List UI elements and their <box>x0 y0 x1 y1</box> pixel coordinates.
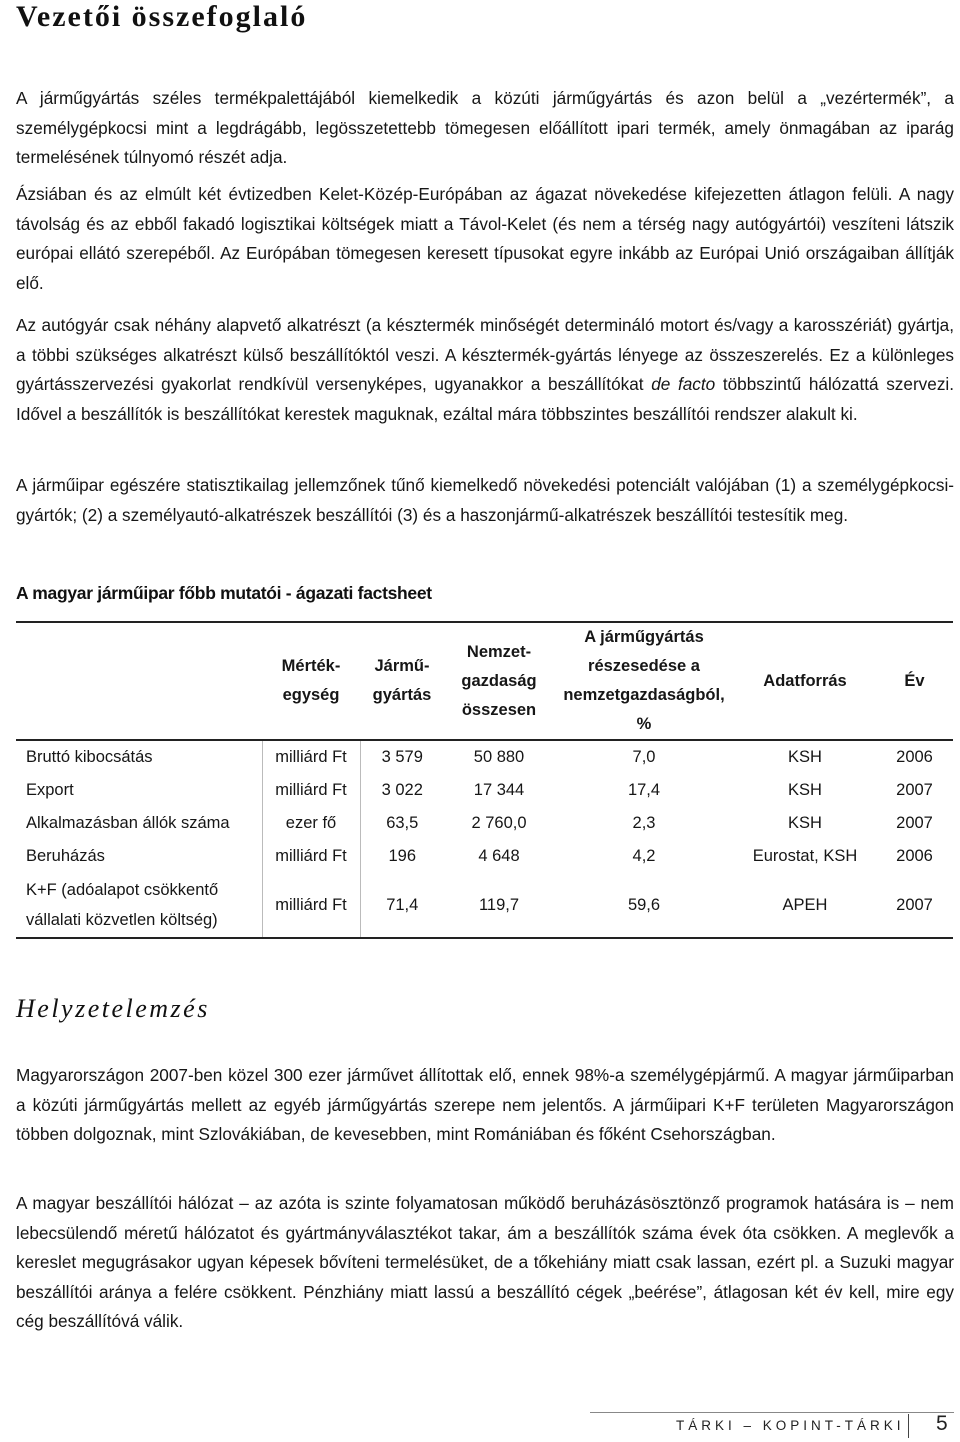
row-source: Eurostat, KSH <box>752 847 858 865</box>
header-national-economy <box>444 622 554 740</box>
row-vehicle-value: 196 <box>388 847 417 865</box>
row-vehicle-value: 71,4 <box>360 873 444 938</box>
row-label <box>16 873 262 938</box>
footer-separator <box>908 1414 909 1438</box>
row-source: KSH <box>788 748 822 766</box>
table-row <box>16 774 953 807</box>
section-paragraph-1: Magyarországon 2007-ben közel 300 ezer járművet állítottak elő, ennek 98%-a személygépjármű. A magyar járműiparban a közúti járműgyártás mellett az egyéb járműgyártás szerepe nem jelentős. A járműipari K+F területen Magyarországon többen dolgoznak, mint Szlovákiában, de kevesebben, mint Romániában és főként Csehországban. <box>16 1065 954 1144</box>
row-vehicle-value: 63,5 <box>386 814 419 832</box>
row-year: 2006 <box>896 847 933 865</box>
header-unit-line: egység <box>282 686 340 704</box>
paragraph-3 <box>16 311 954 429</box>
page-title: Vezetői összefoglaló <box>16 0 308 33</box>
factsheet-table <box>16 621 953 939</box>
row-share-value: 7,0 <box>632 748 656 766</box>
row-year: 2006 <box>896 748 933 766</box>
row-label: Alkalmazásban állók száma <box>26 814 230 832</box>
header-year: Év <box>876 622 953 740</box>
row-label-line: vállalati közvetlen költség) <box>26 911 218 929</box>
row-share-value: 2,3 <box>632 814 656 832</box>
header-economy-line: Nemzet- <box>466 642 532 661</box>
table-row <box>16 873 953 938</box>
header-unit-line: Mérték- <box>281 657 341 675</box>
header-empty <box>16 622 262 740</box>
header-share-line: A járműgyártás <box>584 628 704 646</box>
row-economy-value: 17 344 <box>473 781 525 799</box>
row-label: Bruttó kibocsátás <box>26 748 153 766</box>
header-economy-line: összesen <box>461 700 537 719</box>
row-label-line: K+F (adóalapot csökkentő <box>26 881 219 899</box>
section-paragraph-2: A magyar beszállítói hálózat – az azóta is szinte folyamatosan működő beruházásösztönző programok hatására is – nem lebecsülendő méretű hálózatot és gyártmányválasztékot takar, ám a beszállítók száma évek óta csökken. A meglevők a kereslet megugrásakor ugyan képesek bővíteni termelésüket, de a tőkehiány miatt csak lassan, ezért pl. a Suzuki magyar beszállítói aránya a felére csökkent. Pénzhiány miatt lassú a beszállító cégek „beérése”, átlagosan két év kell, mire egy cég beszállítóvá válik. <box>16 1193 954 1331</box>
section-title: Helyzetelemzés <box>16 994 210 1023</box>
footer-publisher: TÁRKI – KOPINT-TÁRKI <box>676 1418 905 1433</box>
row-label: Beruházás <box>26 847 105 865</box>
row-share-value: 4,2 <box>632 847 656 865</box>
paragraph-3-text-end: többszintű hálózattá szervezi. Idővel a beszállítók is beszállítókat kerestek maguknak, ezáltal mára többszintes beszállítói rendszer alakult ki. <box>16 374 955 424</box>
table-row <box>16 807 953 840</box>
header-source: Adatforrás <box>734 622 876 740</box>
row-source: APEH <box>734 873 876 938</box>
header-share-line: részesedése a <box>588 657 700 675</box>
row-share-value: 17,4 <box>627 781 661 799</box>
paragraph-3-italic: de facto <box>651 374 716 394</box>
row-source: KSH <box>788 814 822 832</box>
header-vehicle-production <box>360 622 444 740</box>
row-vehicle-value: 3 579 <box>381 748 423 766</box>
row-economy-value: 2 760,0 <box>471 814 527 832</box>
row-unit: milliárd Ft <box>262 740 360 774</box>
row-economy-value: 119,7 <box>444 873 554 938</box>
header-vehicle-line: gyártás <box>372 686 432 704</box>
header-share-line: nemzetgazdaságból, % <box>563 686 725 733</box>
header-economy-line: gazdaság <box>461 671 537 690</box>
row-unit: milliárd Ft <box>262 840 360 873</box>
row-unit: milliárd Ft <box>262 774 360 807</box>
paragraph-4: A járműipar egészére statisztikailag jellemzőnek tűnő kiemelkedő növekedési potenciált valójában (1) a személygépkocsi-gyártók; (2) a személyautó-alkatrészek beszállítói (3) és a haszonjármű-alkatrészek beszállítói testesítik meg. <box>16 475 954 525</box>
row-unit: milliárd Ft <box>262 873 360 938</box>
row-share-value: 59,6 <box>554 873 734 938</box>
table-row <box>16 740 953 774</box>
table-body <box>16 740 953 938</box>
paragraph-1: A járműgyártás széles termékpalettájából kiemelkedik a közúti járműgyártás és azon belül a „vezértermék”, a személygépkocsi mint a legdrágább, legösszetettebb tömegesen előállított ipari termék, amely önmagában az iparág termelésének túlnyomó részét adja. <box>16 88 954 167</box>
row-year: 2007 <box>896 814 933 832</box>
row-economy-value: 50 880 <box>473 748 525 766</box>
row-year: 2007 <box>896 781 933 799</box>
row-source: KSH <box>788 781 822 799</box>
row-vehicle-value: 3 022 <box>381 781 423 799</box>
paragraph-3-text: Az autógyár csak néhány alapvető alkatrészt (a késztermék minőségét determináló motort és/vagy a karosszériát) gyártja, a többi szükséges alkatrészt külső beszállítóktól veszi. A késztermék-gyártás lényege az összeszerelés. Ez a különleges gyártásszervezési gyakorlat rendkívül versenyképes, ugyanakkor a beszállítókat <box>16 315 954 394</box>
row-label: Export <box>26 781 74 799</box>
factsheet-heading: A magyar járműipar főbb mutatói - ágazati factsheet <box>16 583 432 603</box>
table-row <box>16 840 953 873</box>
row-year: 2007 <box>876 873 953 938</box>
header-vehicle-line: Jármű- <box>374 657 430 675</box>
table-header-row <box>16 622 953 740</box>
paragraph-2: Ázsiában és az elmúlt két évtizedben Kelet-Közép-Európában az ágazat növekedése kifejezetten átlagon felüli. A nagy távolság és az ebből fakadó logisztikai költségek miatt a Távol-Kelet (és nem a térség nagy autógyártói) veszíteni látszik európai ellátó szerepéből. Az Európában tömegesen keresett típusokat egyre inkább az Európai Unió országaiban állítják elő. <box>16 184 954 293</box>
row-unit: ezer fő <box>262 807 360 840</box>
footer-rule <box>590 1412 954 1413</box>
page-number: 5 <box>936 1412 948 1435</box>
header-unit <box>262 622 360 740</box>
header-share <box>554 622 734 740</box>
row-economy-value: 4 648 <box>478 847 520 865</box>
